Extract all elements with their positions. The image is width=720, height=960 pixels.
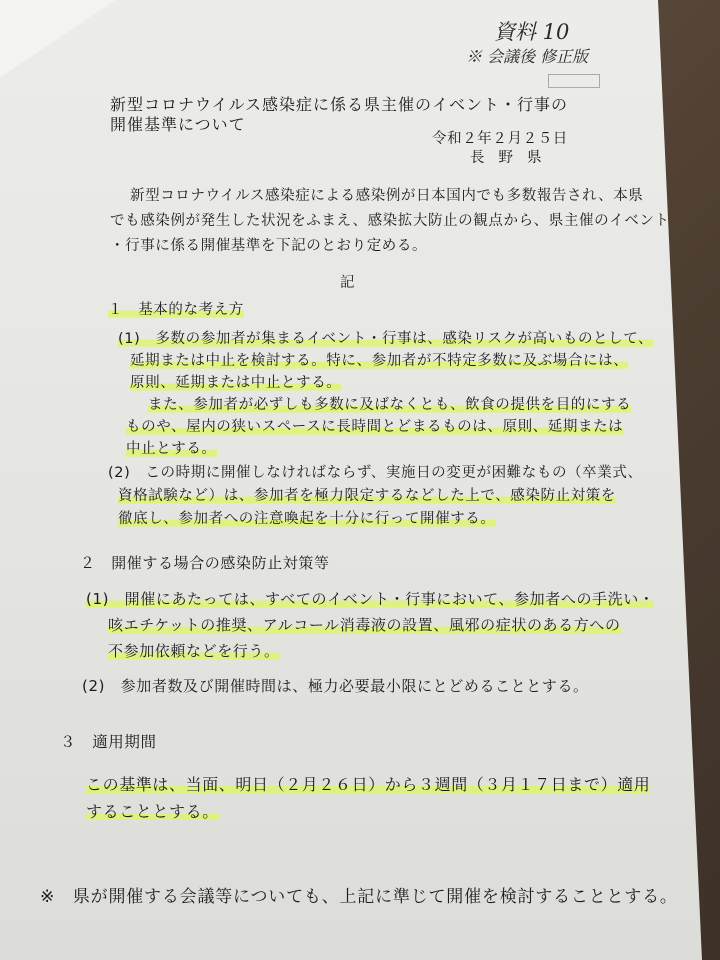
handwritten-note: ※ 会議後 修正版 bbox=[466, 47, 589, 66]
stamp-box bbox=[548, 74, 600, 88]
section2-p1-line: 咳エチケットの推奨、アルコール消毒液の設置、風邪の症状のある方への bbox=[108, 616, 621, 634]
section3-body-line: この基準は、当面、明日（２月２６日）から３週間（３月１７日まで）適用 bbox=[86, 772, 650, 795]
section1-p2-line: 徹底し、参加者への注意喚起を十分に行って開催する。 bbox=[118, 507, 496, 528]
section1-p1-line: 原則、延期または中止とする。 bbox=[130, 371, 341, 392]
bleed-through-text bbox=[330, 126, 344, 146]
section2-p1-line: 不参加依頼などを行う。 bbox=[108, 642, 280, 660]
intro-line: でも感染例が発生した状況をふまえ、感染拡大防止の観点から、県主催のイベント bbox=[110, 213, 670, 229]
document-title-line2: 開催基準について bbox=[110, 115, 246, 134]
document-title-line1: 新型コロナウイルス感染症に係る県主催のイベント・行事の bbox=[110, 95, 569, 114]
footnote: ※ 県が開催する会議等についても、上記に準じて開催を検討することとする。 bbox=[40, 887, 678, 907]
section2-heading: ２ 開催する場合の感染防止対策等 bbox=[80, 554, 330, 572]
section1-p1-line: (1) 多数の参加者が集まるイベント・行事は、感染リスクが高いものとして、 bbox=[118, 327, 653, 348]
intro-line: 新型コロナウイルス感染症による感染例が日本国内でも多数報告され、本県 bbox=[130, 188, 644, 204]
section2-p1-line: (1) 開催にあたっては、すべてのイベント・行事において、参加者への手洗い・ bbox=[86, 590, 655, 608]
handwritten-label: 資料 10 bbox=[494, 20, 570, 44]
section1-p1-line: ものや、屋内の狭いスペースに長時間とどまるものは、原則、延期または bbox=[126, 415, 623, 436]
document-issuer: 長野県 bbox=[470, 150, 556, 166]
ki-heading: 記 bbox=[340, 275, 356, 291]
intro-line: ・行事に係る開催基準を下記のとおり定める。 bbox=[110, 238, 428, 254]
section1-p1-line: 中止とする。 bbox=[126, 437, 217, 458]
section1-p2-line: 資格試験など）は、参加者を極力限定するなどした上で、感染防止対策を bbox=[118, 484, 616, 505]
document-date: 令和２年２月２５日 bbox=[432, 131, 568, 147]
section3-heading: ３ 適用期間 bbox=[60, 733, 157, 751]
section1-p1-line: 延期または中止を検討する。特に、参加者が不特定多数に及ぶ場合には、 bbox=[130, 349, 628, 370]
section1-p2-line: (2) この時期に開催しなければならず、実施日の変更が困難なもの（卒業式、 bbox=[108, 465, 643, 481]
section3-body-line: することとする。 bbox=[86, 799, 219, 822]
section1-p1-line: また、参加者が必ずしも多数に及ばなくとも、飲食の提供を目的にする bbox=[148, 393, 631, 414]
section1-heading: １ 基本的な考え方 bbox=[108, 298, 244, 319]
section2-p2: (2) 参加者数及び開催時間は、極力必要最小限にとどめることとする。 bbox=[82, 677, 589, 695]
